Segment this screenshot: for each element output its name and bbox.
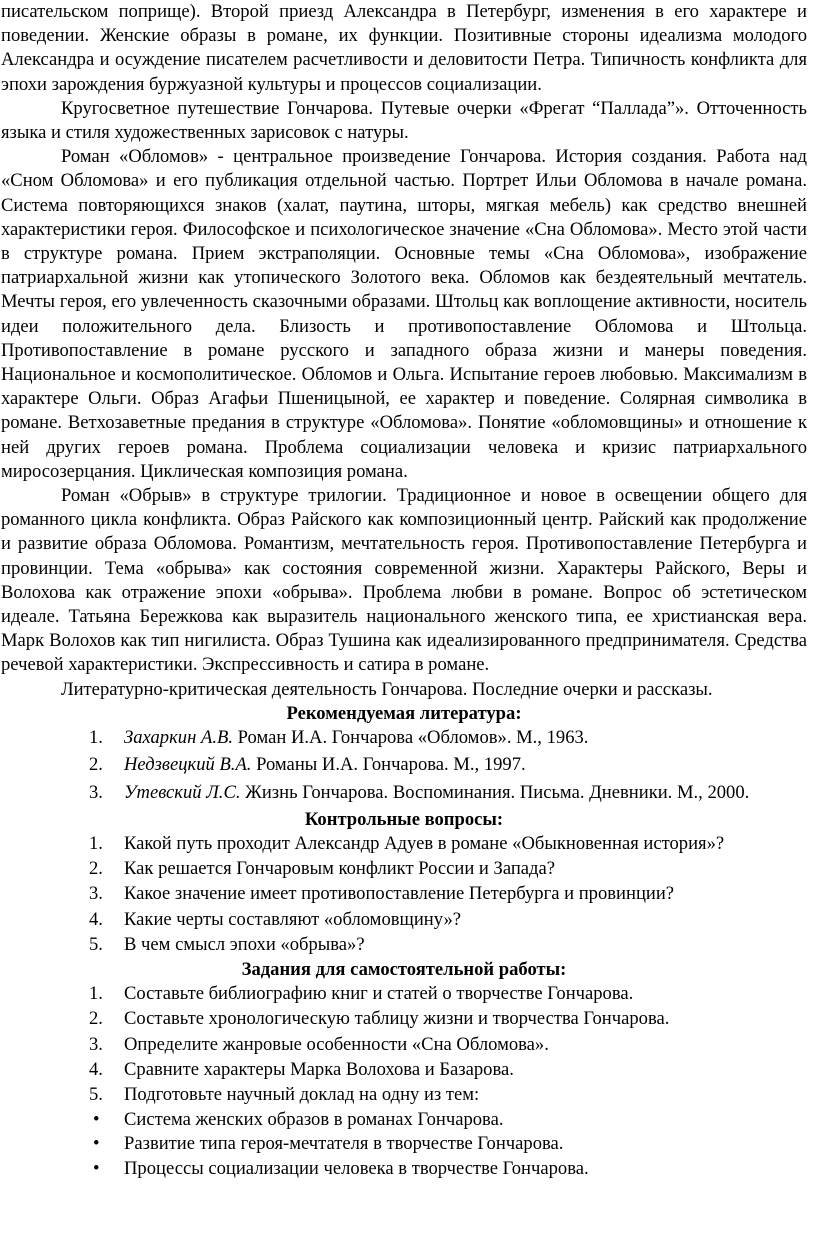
task-item xyxy=(1,1083,807,1107)
tasks-heading: Задания для самостоятельной работы: xyxy=(241,958,567,980)
task-text: Составьте библиографию книг и статей о творчестве Гончарова. xyxy=(124,983,634,1005)
question-item xyxy=(1,908,807,932)
paragraph-voyage: Кругосветное путешествие Гончарова. Путевые очерки «Фрегат “Паллада”». Отточенность языка и стиля художественных зарисовок с натуры. xyxy=(1,97,807,144)
literature-item xyxy=(1,781,807,805)
topic-item xyxy=(1,1132,807,1156)
paragraph-continuation: писательском поприще). Второй приезд Александра в Петербург, изменения в его характере и поведении. Женские образы в романе, их функции. Позитивные стороны идеализма молодого Александра и осуждение писателем расчетливости и деловитости Петра. Типичность конфликта для эпохи зарождения буржуазной культуры и процессов социализации. xyxy=(1,1,807,95)
literature-author: Недзвецкий В.А. xyxy=(124,754,252,776)
literature-author: Утевский Л.С. xyxy=(124,781,241,803)
literature-title: Роман И.А. Гончарова «Обломов». М., 1963. xyxy=(232,727,589,749)
list-number: 2. xyxy=(89,858,103,880)
bullet-icon: • xyxy=(93,1109,100,1131)
questions-heading: Контрольные вопросы: xyxy=(304,808,504,830)
literature-author: Захаркин А.В. xyxy=(124,727,233,749)
topic-text: Процессы социализации человека в творчестве Гончарова. xyxy=(124,1157,589,1179)
literature-title: Романы И.А. Гончарова. М., 1997. xyxy=(251,754,526,776)
question-text: В чем смысл эпохи «обрыва»? xyxy=(124,933,365,955)
list-number: 1. xyxy=(89,727,103,749)
question-text: Какие черты составляют «обломовщину»? xyxy=(124,908,462,930)
question-item xyxy=(1,882,807,906)
task-item xyxy=(1,1033,807,1057)
question-text: Как решается Гончаровым конфликт России и Запада? xyxy=(124,858,556,880)
paragraph-oblomov: Роман «Обломов» - центральное произведение Гончарова. История создания. Работа над «Сном Обломова» и его публикация отдельной частью. Портрет Ильи Обломова в начале романа. Система повторяющихся знаков (халат, паутина, шторы, мягкая мебель) как средство внешней характеристики героя. Философское и психологическое значение «Сна Обломова». Место этой части в структуре романа. Прием экстраполяции. Основные темы «Сна Обломова», изображение патриархальной жизни как утопического Золотого века. Обломов как бездеятельный мечтатель. Мечты героя, его увлеченность сказочными образами. Штольц как воплощение активности, носитель идеи положительного дела. Близость и противопоставление Обломова и Штольца. Противопоставление в романе русского и западного образа жизни и манеры поведения. Национальное и космополитическое. Обломов и Ольга. Испытание героев любовью. Максимализм в характере Ольги. Образ Агафьи Пшеницыной, ее характер и поведение. Солярная символика в романе. Ветхозаветные предания в структуре «Обломова». Понятие «обломовщины» и отношение к ней других героев романа. Проблема социализации человека и кризис патриархального миросозерцания. Циклическая композиция романа. xyxy=(1,146,807,482)
task-item xyxy=(1,1007,807,1031)
literature-heading: Рекомендуемая литература: xyxy=(286,702,522,724)
bullet-icon: • xyxy=(93,1157,100,1179)
task-text: Сравните характеры Марка Волохова и Базарова. xyxy=(124,1058,514,1080)
questions-list xyxy=(1,832,807,957)
question-item xyxy=(1,933,807,957)
literature-title: Жизнь Гончарова. Воспоминания. Письма. Дневники. М., 2000. xyxy=(240,781,750,803)
question-text: Какое значение имеет противопоставление Петербурга и провинции? xyxy=(124,883,675,905)
task-item xyxy=(1,1058,807,1082)
question-item xyxy=(1,857,807,881)
list-number: 2. xyxy=(89,1008,103,1030)
task-text: Подготовьте научный доклад на одну из тем: xyxy=(124,1083,480,1105)
list-number: 1. xyxy=(89,832,103,854)
task-item xyxy=(1,982,807,1006)
question-text: Какой путь проходит Александр Адуев в романе «Обыкновенная история»? xyxy=(124,832,725,854)
tasks-list xyxy=(1,982,807,1107)
topic-text: Система женских образов в романах Гончарова. xyxy=(124,1109,504,1131)
list-number: 4. xyxy=(89,1058,103,1080)
list-number: 3. xyxy=(89,883,103,905)
list-number: 2. xyxy=(89,754,103,776)
paragraph-criticism: Литературно-критическая деятельность Гончарова. Последние очерки и рассказы. xyxy=(61,678,713,700)
list-number: 3. xyxy=(89,781,103,803)
task-text: Определите жанровые особенности «Сна Обломова». xyxy=(124,1033,549,1055)
paragraph-obryv: Роман «Обрыв» в структуре трилогии. Традиционное и новое в освещении общего для романного цикла конфликта. Образ Райского как композиционный центр. Райский как продолжение и развитие образа Обломова. Романтизм, мечтательность героя. Противопоставление Петербурга и провинции. Тема «обрыва» как состояния современной жизни. Характеры Райского, Веры и Волохова как отражение эпохи «обрыва». Проблема любви в романе. Вопрос об эстетическом идеале. Татьяна Бережкова как выразитель национального женского типа, ее христианская вера. Марк Волохов как тип нигилиста. Образ Тушина как идеализированного предпринимателя. Средства речевой характеристики. Экспрессивность и сатира в романе. xyxy=(1,485,807,676)
list-number: 5. xyxy=(89,1083,103,1105)
literature-item xyxy=(1,726,807,750)
list-number: 3. xyxy=(89,1033,103,1055)
task-text: Составьте хронологическую таблицу жизни и творчества Гончарова. xyxy=(124,1008,670,1030)
list-number: 1. xyxy=(89,983,103,1005)
list-number: 4. xyxy=(89,908,103,930)
list-number: 5. xyxy=(89,933,103,955)
topic-item xyxy=(1,1157,807,1181)
topic-item xyxy=(1,1108,807,1132)
literature-list xyxy=(1,726,807,805)
bullet-icon: • xyxy=(93,1133,100,1155)
topics-list xyxy=(1,1108,807,1181)
literature-item xyxy=(1,753,807,777)
question-item xyxy=(1,832,807,856)
topic-text: Развитие типа героя-мечтателя в творчестве Гончарова. xyxy=(124,1133,564,1155)
